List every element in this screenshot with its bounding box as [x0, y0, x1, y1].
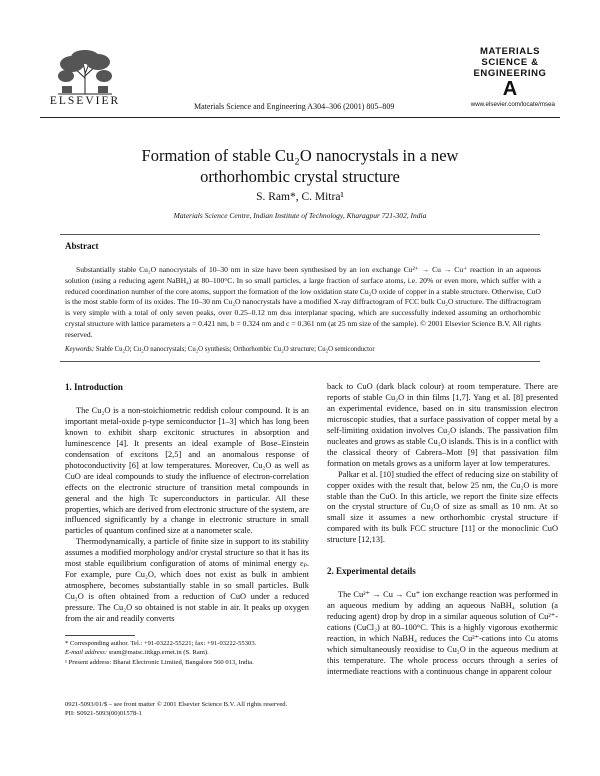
issn-line: 0921-5093/01/$ – see front matter © 2001 Elsevier Science B.V. All rights reserved.	[65, 701, 288, 708]
intro-paragraph: Thermodynamically, a particle of finite size in support to its stability assumes a modified morphology and/or crystal structure so that it has its most stable equilibrium configuration of atoms of minimal energy εₚ. For example, pure Cu₂O, which does not exist as bulk in ambient atmosphere, becomes substantially stable in so small particles. Bulk Cu₂O is often obtained from a reduction of CuO under a reduced pressure. The Cu₂O so obtained is not stable in air. It peaks up oxygen from the air and readily converts	[65, 537, 309, 624]
elsevier-tree-icon	[52, 48, 118, 96]
journal-logo-line: MATERIALS	[479, 46, 541, 57]
left-column	[65, 382, 309, 625]
footnotes	[65, 639, 315, 667]
authors: S. Ram*, C. Mitra¹	[256, 191, 344, 203]
keywords	[65, 345, 541, 355]
section-heading-introduction: 1. Introduction	[65, 382, 123, 392]
experimental-paragraph: The Cu²⁺ → Cu → Cu⁺ ion exchange reaction was performed in an aqueous medium by adding an aqueous NaBH₄ solution (a reducing agent) drop by drop in a similar aqueous solution of Cu²⁺-cations (CuCl₂) at 80–100°C. This is a highly vigorous exothermic reaction, in which NaBH₄ reduces the Cu²⁺-cations into Cu atoms which simultaneously reoxidise to Cu₂O in the aqueous medium at this temperature. The whole process occurs through a series of intermediate reactions with a continuous change in apparent colour	[327, 590, 558, 676]
elsevier-logo	[40, 48, 130, 110]
email-note	[65, 648, 315, 657]
right-column	[327, 382, 558, 678]
intro-paragraph: back to CuO (dark black colour) at room temperature. There are reports of stable Cu₂O in thin films [1,7]. Yang et al. [8] presented an experimental evidence, based on in situ transmission electron microscopic studies, that a surface passivation of copper metal by a self-limiting oxidation involves Cu₂O islands. The passivation film nucleates and grows as stable Cu₂O islands. This is in a conflict with the classical theory of Cabrera–Mott [9] that passivation film formation on metals grows as a uniform layer at low temperatures.	[327, 382, 558, 468]
journal-logo-line: ENGINEERING	[473, 68, 547, 79]
journal-logo	[465, 46, 555, 116]
abstract-bottom-divider	[60, 361, 540, 362]
abstract-heading: Abstract	[65, 241, 99, 251]
pii-line: PII: S0921-5093(00)01578-1	[65, 710, 142, 718]
journal-logo-line: SCIENCE &	[481, 57, 539, 68]
intro-paragraph: The Cu₂O is a non-stoichiometric reddish colour compound. It is an important metal-oxide p-type semiconductor [1–3] which has long been known to exhibit sharp excitonic structures in absorption and luminescence [4]. It presents an ideal example of Bose–Einstein condensation of excitons [2,5] and an anomalous response of photoconductivity [6] at low temperatures. Moreover, Cu₂O as well as CuO are ideal compounds to study the influence of electron-correlation effects on the electronic structure of transition metal compounds in general and the high Tc superconductors in particular. All these properties, which are derived from electronic structure of the system, are influenced significantly by a change in electronic structure in small particles of quantum confined size at a nanometer scale.	[65, 405, 309, 536]
paper-title	[100, 145, 500, 187]
affiliation: Materials Science Centre, Indian Institute of Technology, Kharagpur 721-302, India	[173, 211, 427, 220]
keywords-list: Stable Cu₂O; Cu₂O nanocrystals; Cu₂O synthesis; Orthorhombic Cu₂O structure; Cu₂O semiconductor	[95, 346, 375, 353]
abstract-top-divider	[60, 234, 540, 235]
section-heading-experimental: 2. Experimental details	[327, 566, 416, 577]
footnote-divider	[65, 635, 135, 636]
journal-reference: Materials Science and Engineering A304–306 (2001) 805–809	[194, 102, 395, 111]
header-divider	[40, 117, 560, 118]
abstract-text: Substantially stable Cu₂O nanocrystals of 10–30 nm in size have been synthesised by an ion exchange Cu²⁺ → Cu → Cu⁺ reaction in an aqueous solution (using a reducing agent NaBH₄) at 80–100°C. In so small particles, a large fraction of surface atoms, i.e. 20% or even more, which suffer with a reduced coordination number of the core atoms, support the formation of the low oxidation state Cu₂O oxide of copper in a stable structure. Otherwise, CuO is the most stable form of its oxides. The 10–30 nm Cu₂O nanocrystals have a modified X-ray diffractogram of FCC bulk Cu₂O structure. The diffractogram is very simple with a total of only seven peaks, over 0.25–0.12 nm dₕₖₗ interplanar spacing, which are successfully indexed assuming an orthorhombic crystal structure with lattice parameters a = 0.421 nm, b = 0.324 nm and c = 0.361 nm (at 25 nm size of the sample). © 2001 Elsevier Science B.V. All rights reserved.	[65, 265, 541, 339]
present-address-note: ¹ Present address: Bharat Electronic Limited, Bangalore 560 013, India.	[65, 658, 254, 666]
page-footer	[65, 700, 465, 719]
corresponding-author-note: * Corresponding author. Tel.: +91-03222-55221; fax: +91-03222-55303.	[65, 640, 257, 647]
title-line-1: Formation of stable Cu₂O nanocrystals in a new	[141, 146, 459, 165]
intro-paragraph: Palkar et al. [10] studied the effect of reducing size on stability of copper oxides with the result that, below 25 nm, the Cu₂O is more stable than the CuO. In this article, we report the finite size effects on the crystal structure of Cu₂O of size as small as 10 nm. At so small size it assumes a new orthorhombic crystal structure if compared with its bulk FCC structure [11] or the monoclinic CuO structure [12,13].	[327, 469, 558, 545]
journal-logo-letter: A	[502, 78, 518, 100]
email-label: E-mail address:	[65, 649, 108, 657]
publisher-name: ELSEVIER	[49, 95, 121, 107]
title-line-2: orthorhombic crystal structure	[200, 167, 400, 186]
keywords-label: Keywords:	[65, 346, 95, 353]
email-address[interactable]: sram@matsc.iitkgp.ernet.in (S. Ram).	[108, 649, 209, 657]
journal-url[interactable]: www.elsevier.com/locate/msea	[470, 101, 555, 108]
